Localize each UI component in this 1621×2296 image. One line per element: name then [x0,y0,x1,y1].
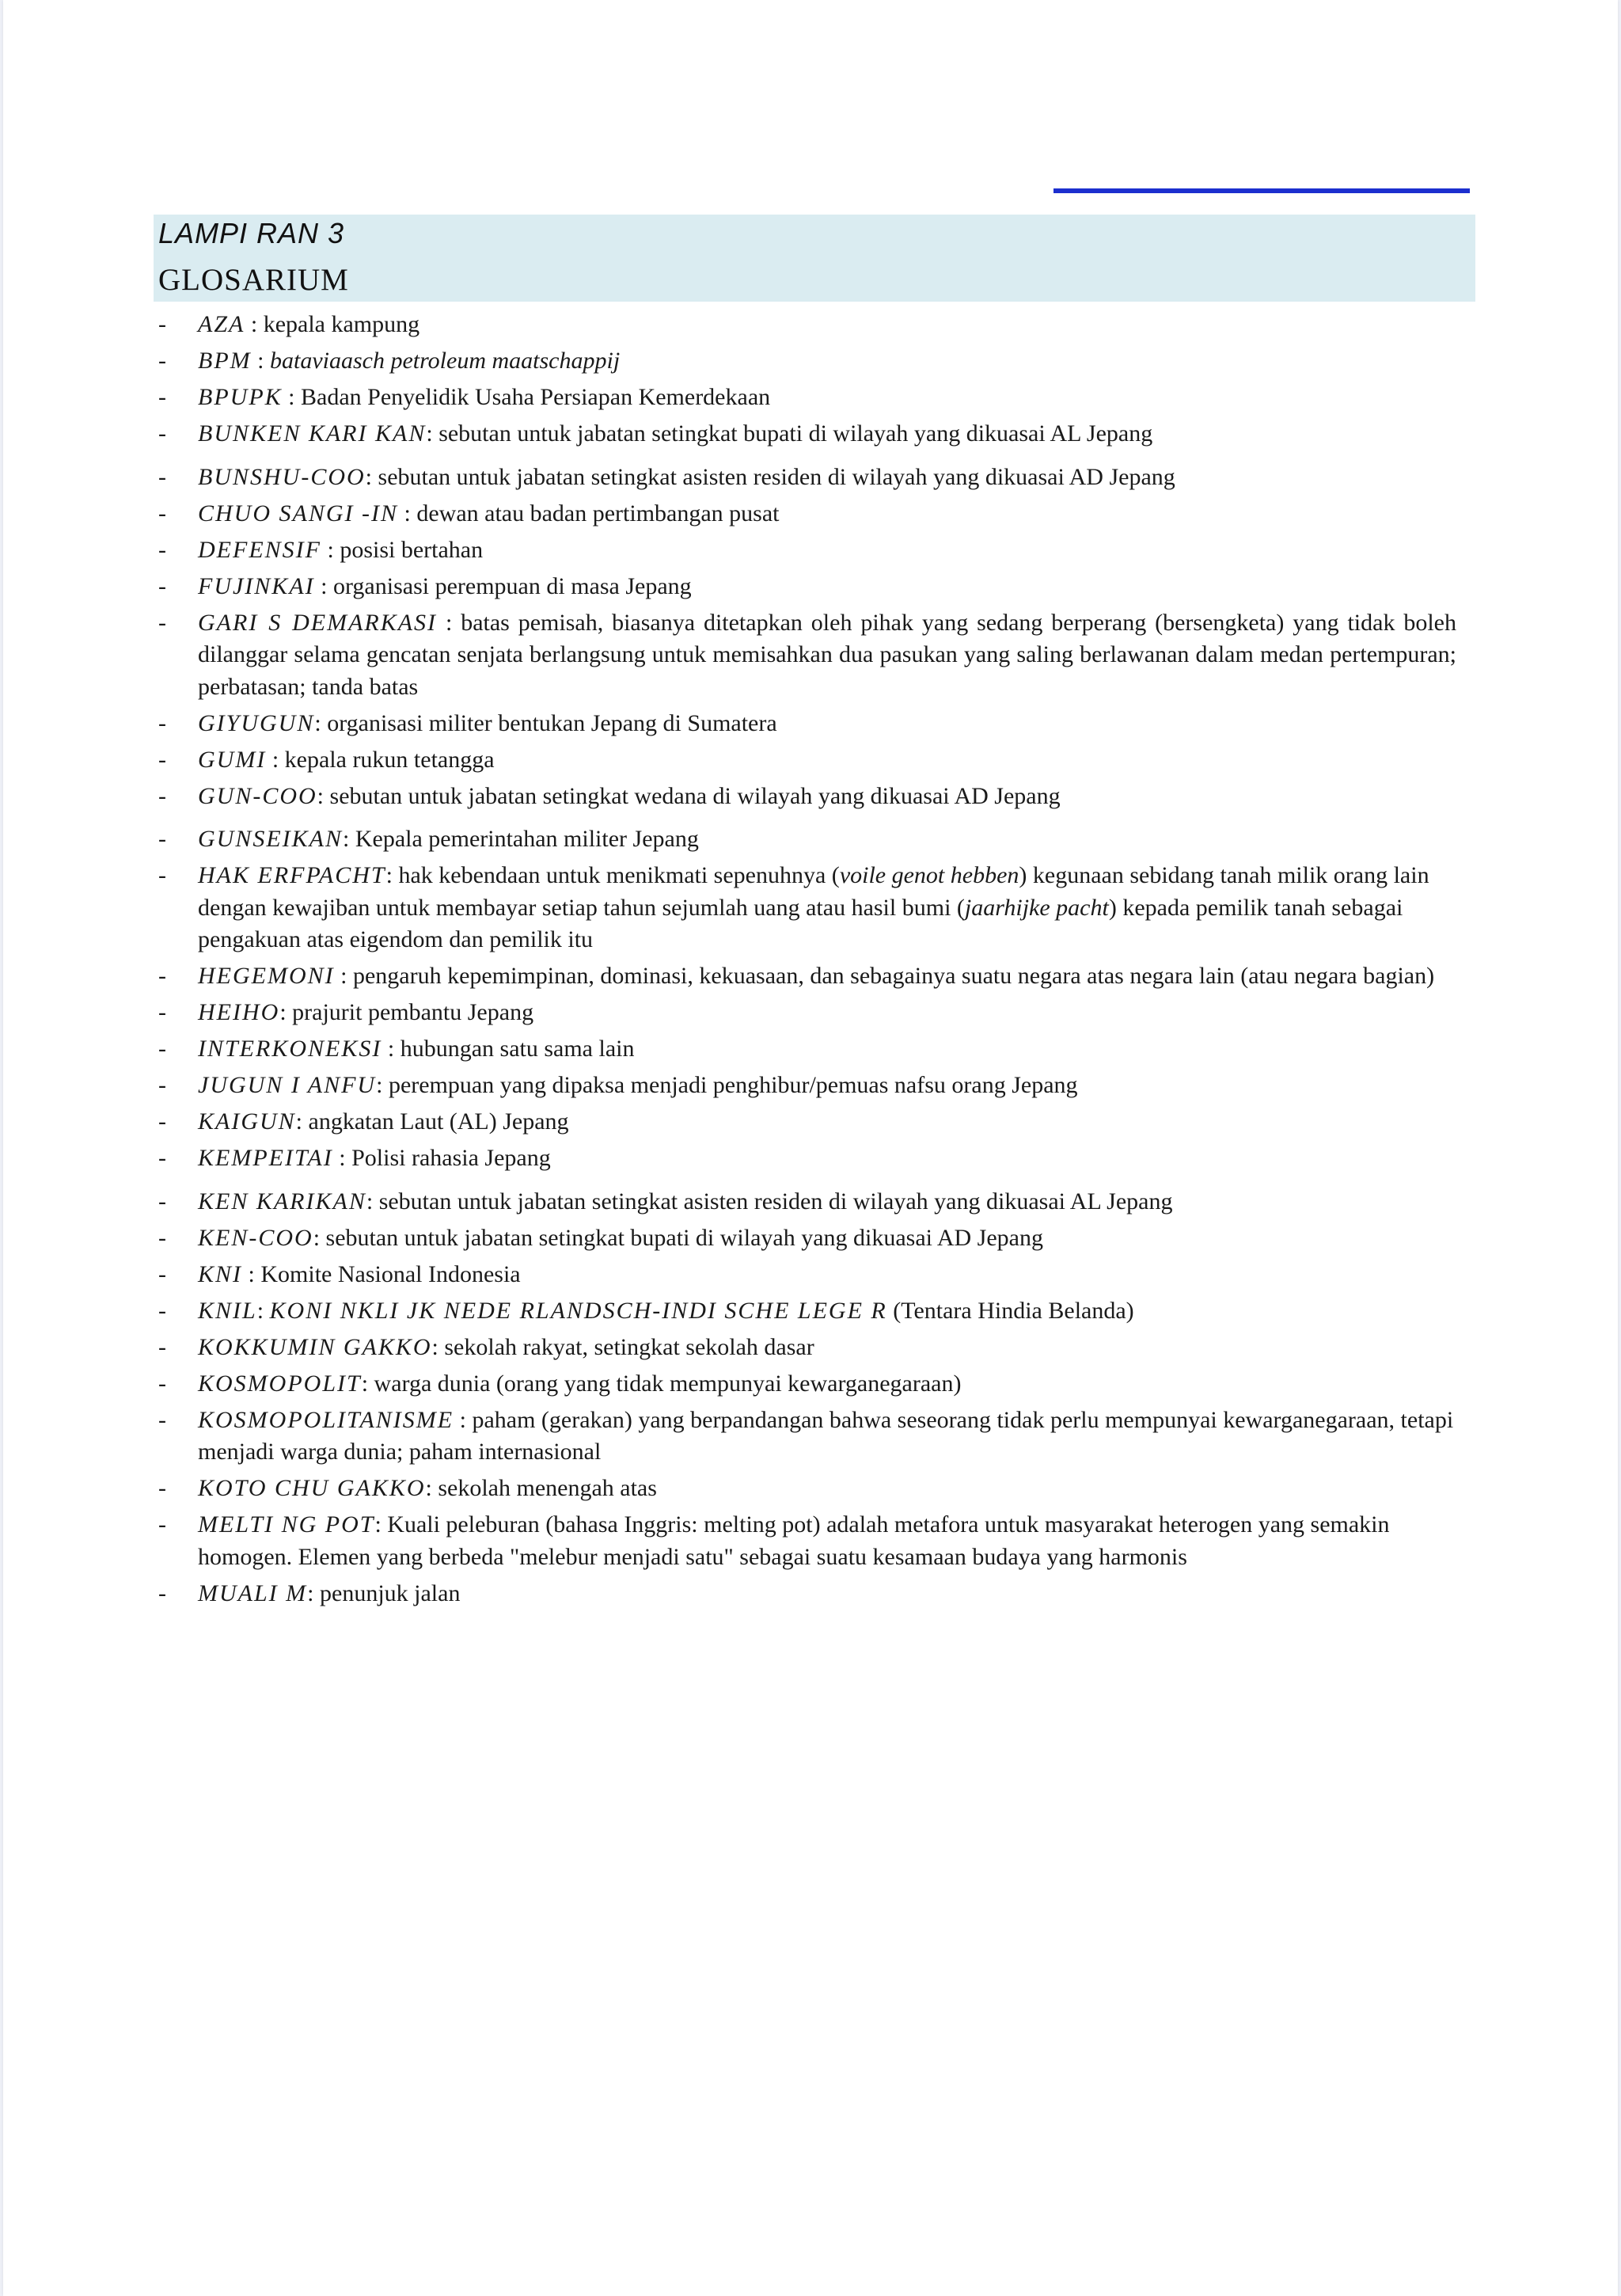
glossary-definition: sekolah rakyat, setingkat sekolah dasar [444,1333,814,1360]
glossary-term: GUNSEIKAN [198,826,343,852]
glossary-entry: - MUALI M: penunjuk jalan [158,1579,461,1606]
glossary-entry: - MELTI NG POT: Kuali peleburan (bahasa Inggris: melting pot) adalah metafora untuk masyarakat heterogen yang semakin homogen. Elemen yang berbeda "melebur menjadi satu" sebagai suatu kesamaan budaya yang harmonis [158,1511,1390,1570]
glossary-definition: perempuan yang dipaksa menjadi penghibur/pemuas nafsu orang Jepang [388,1072,1078,1098]
glossary-entry: - KOSMOPOLIT: warga dunia (orang yang tidak mempunyai kewarganegaraan) [158,1370,962,1397]
glossary-term: KEMPEITAI [198,1145,333,1171]
glossary-term: GARI S DEMARKASI [198,609,438,636]
glossary-definition: KONI NKLI JK NEDE RLANDSCH-INDI SCHE LEGE R [269,1297,887,1324]
glossary-definition: prajurit pembantu Jepang [292,999,534,1025]
glossary-term: GUMI [198,746,267,773]
glossary-entry: - KOKKUMIN GAKKO: sekolah rakyat, setingkat sekolah dasar [158,1333,814,1360]
document-page [3,0,1618,2296]
glossary-entry: - KEMPEITAI : Polisi rahasia Jepang [158,1145,551,1171]
glossary-list [158,309,1456,1614]
glossary-definition: batas pemisah, biasanya ditetapkan oleh pihak yang sedang berperang (bersengketa) yang tidak boleh dilanggar selama gencatan senjata berlangsung untuk memisahkan dua pasukan yang saling berlawanan dalam medan pertempuran; perbatasan; tanda batas [198,609,1456,700]
glossary-entry: - GIYUGUN: organisasi militer bentukan Jepang di Sumatera [158,709,777,736]
glossary-definition: bataviaasch petroleum maatschappij [269,348,621,374]
glossary-entry: - INTERKONEKSI : hubungan satu sama lain [158,1036,635,1062]
glossary-definition: paham (gerakan) yang berpandangan bahwa seseorang tidak perlu mempunyai kewarganegaraan, tetapi menjadi warga dunia; paham internasional [198,1406,1454,1465]
glossary-entry: - KNI : Komite Nasional Indonesia [158,1260,521,1287]
glossary-entry: - KEN KARIKAN: sebutan untuk jabatan setingkat asisten residen di wilayah yang dikuasai AL Jepang [158,1188,1173,1215]
glossary-term: KOSMOPOLITANISME [198,1406,454,1433]
glossary-definition: Kuali peleburan (bahasa Inggris: melting pot) adalah metafora untuk masyarakat heterogen yang semakin homogen. Elemen yang berbeda "melebur menjadi satu" sebagai suatu kesamaan budaya yang harmonis [198,1511,1390,1570]
glossary-entry: - BUNSHU-COO: sebutan untuk jabatan setingkat asisten residen di wilayah yang dikuasai AD Jepang [158,463,1175,490]
glossary-entry: - GUMI : kepala rukun tetangga [158,746,495,773]
glossary-definition: sekolah menengah atas [438,1475,657,1501]
glossary-definition: kepala kampung [263,311,420,337]
glossary-definition: dewan atau badan pertimbangan pusat [416,500,780,526]
glossary-entry: - KEN-COO: sebutan untuk jabatan setingkat bupati di wilayah yang dikuasai AD Jepang [158,1224,1043,1251]
header-band [154,215,1475,302]
glossary-term: MUALI M [198,1579,308,1606]
glossary-definition: angkatan Laut (AL) Jepang [308,1108,569,1135]
glossary-entry: - DEFENSIF : posisi bertahan [158,536,484,563]
glossary-definition: organisasi perempuan di masa Jepang [332,572,692,599]
glossary-definition: Polisi rahasia Jepang [351,1145,551,1171]
glossary-entry: - KNIL: KONI NKLI JK NEDE RLANDSCH-INDI SCHE LEGE R (Tentara Hindia Belanda) [158,1297,1134,1324]
glossary-term: BUNSHU-COO [198,463,366,490]
glossary-definition: hak kebendaan untuk menikmati sepenuhnya (voile genot hebben) kegunaan sebidang tanah milik orang lain dengan kewajiban untuk membayar setiap tahun sejumlah uang atau hasil bumi (jaarhijke pacht) kepada pemilik tanah sebagai pengakuan atas eigendom dan pemilik itu [198,862,1429,952]
glossary-definition: Badan Penyelidik Usaha Persiapan Kemerdekaan [301,384,771,410]
glossary-term: KOKKUMIN GAKKO [198,1333,432,1360]
glossary-entry: - BPM : bataviaasch petroleum maatschappij [158,348,621,374]
header-rule [1053,188,1470,193]
glossary-term: KNIL [198,1297,257,1324]
glossary-entry: - HEGEMONI : pengaruh kepemimpinan, dominasi, kekuasaan, dan sebagainya suatu negara atas negara lain (atau negara bagian) [158,963,1435,989]
glossary-term: AZA [198,311,245,337]
glossary-entry: - KAIGUN: angkatan Laut (AL) Jepang [158,1108,569,1135]
glossary-definition: sebutan untuk jabatan setingkat asisten residen di wilayah yang dikuasai AL Jepang [378,1188,1173,1215]
appendix-label: LAMPI RAN 3 [158,217,345,249]
glossary-definition: hubungan satu sama lain [400,1036,635,1062]
glossary-term: HEGEMONI [198,963,335,989]
glossary-entry: - BPUPK : Badan Penyelidik Usaha Persiapan Kemerdekaan [158,384,771,410]
glossary-term: BUNKEN KARI KAN [198,420,427,447]
glossary-term: MELTI NG POT [198,1511,375,1538]
glossary-term: KEN-COO [198,1224,313,1251]
glossary-entry: - HEIHO: prajurit pembantu Jepang [158,999,534,1025]
glossary-entry: - BUNKEN KARI KAN: sebutan untuk jabatan setingkat bupati di wilayah yang dikuasai AL Jepang [158,420,1153,447]
glossary-definition: organisasi militer bentukan Jepang di Sumatera [327,709,777,736]
glossary-definition: kepala rukun tetangga [284,746,495,773]
glossary-term: DEFENSIF [198,536,321,563]
glossary-definition: Komite Nasional Indonesia [260,1260,521,1287]
glossary-definition: sebutan untuk jabatan setingkat wedana di wilayah yang dikuasai AD Jepang [329,782,1061,809]
glossary-definition: sebutan untuk jabatan setingkat bupati di wilayah yang dikuasai AL Jepang [438,420,1153,447]
glossary-entry: - FUJINKAI : organisasi perempuan di masa Jepang [158,572,692,599]
glossary-entry: - GUNSEIKAN: Kepala pemerintahan militer Jepang [158,826,699,852]
glossary-term: GUN-COO [198,782,317,809]
glossary-term: GIYUGUN [198,709,315,736]
glossary-entry: - JUGUN I ANFU: perempuan yang dipaksa menjadi penghibur/pemuas nafsu orang Jepang [158,1072,1078,1098]
glossary-term: HAK ERFPACHT [198,862,386,888]
glossary-term: KAIGUN [198,1108,296,1135]
glossary-term: JUGUN I ANFU [198,1072,377,1098]
glossary-entry: - GARI S DEMARKASI : batas pemisah, biasanya ditetapkan oleh pihak yang sedang berperang (bersengketa) yang tidak boleh dilanggar selama gencatan senjata berlangsung untuk memisahkan dua pasukan yang saling berlawanan dalam medan pertempuran; perbatasan; tanda batas [158,609,1456,700]
glossary-entry: - GUN-COO: sebutan untuk jabatan setingkat wedana di wilayah yang dikuasai AD Jepang [158,782,1061,809]
glossary-definition: penunjuk jalan [320,1579,461,1606]
glossary-term: KNI [198,1260,243,1287]
glossary-entry: - HAK ERFPACHT: hak kebendaan untuk menikmati sepenuhnya (voile genot hebben) kegunaan sebidang tanah milik orang lain dengan kewajiban untuk membayar setiap tahun sejumlah uang atau hasil bumi (jaarhijke pacht) kepada pemilik tanah sebagai pengakuan atas eigendom dan pemilik itu [158,862,1429,952]
glossary-term: FUJINKAI [198,572,315,599]
glossary-entry: - AZA : kepala kampung [158,311,420,337]
glossary-term: INTERKONEKSI [198,1036,382,1062]
page-title: GLOSARIUM [158,263,349,297]
glossary-term: BPM [198,348,252,374]
glossary-term: KOTO CHU GAKKO [198,1475,426,1501]
glossary-entry: - KOSMOPOLITANISME : paham (gerakan) yang berpandangan bahwa seseorang tidak perlu mempunyai kewarganegaraan, tetapi menjadi warga dunia; paham internasional [158,1406,1454,1465]
glossary-definition: sebutan untuk jabatan setingkat bupati di wilayah yang dikuasai AD Jepang [325,1224,1043,1251]
glossary-term: KEN KARIKAN [198,1188,366,1215]
glossary-term: BPUPK [198,384,283,410]
glossary-definition: posisi bertahan [340,536,484,563]
glossary-definition: sebutan untuk jabatan setingkat asisten residen di wilayah yang dikuasai AD Jepang [378,463,1175,490]
glossary-term: KOSMOPOLIT [198,1370,362,1397]
glossary-term: CHUO SANGI -IN [198,500,398,526]
glossary-definition: pengaruh kepemimpinan, dominasi, kekuasaan, dan sebagainya suatu negara atas negara lain (atau negara bagian) [352,963,1435,989]
glossary-term: HEIHO [198,999,280,1025]
glossary-definition: warga dunia (orang yang tidak mempunyai kewarganegaraan) [374,1370,962,1397]
glossary-entry: - CHUO SANGI -IN : dewan atau badan pertimbangan pusat [158,500,780,526]
glossary-entry: - KOTO CHU GAKKO: sekolah menengah atas [158,1475,657,1501]
glossary-definition: Kepala pemerintahan militer Jepang [355,826,699,852]
